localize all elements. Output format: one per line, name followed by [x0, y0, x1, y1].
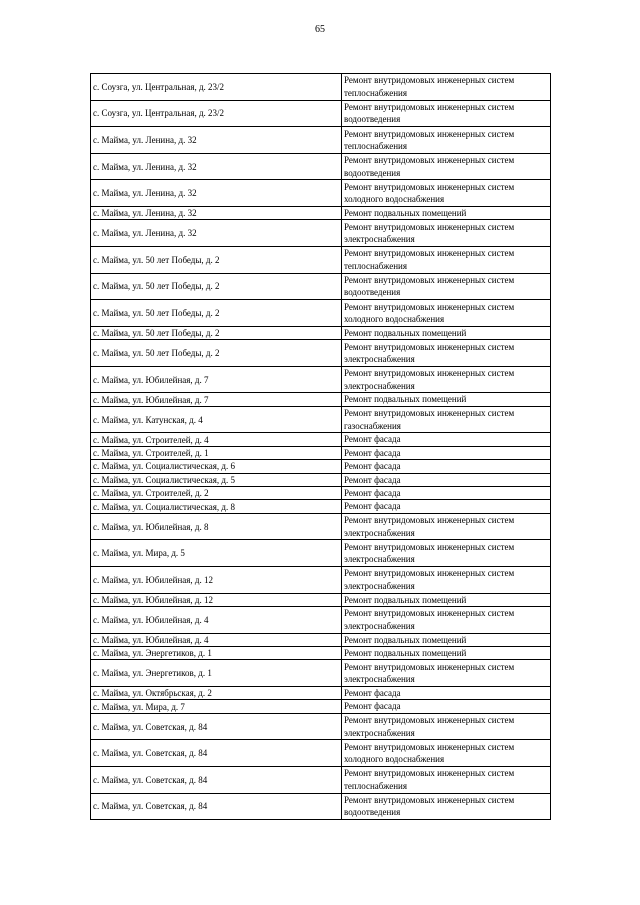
address-cell: с. Майма, ул. Строителей, д. 1: [91, 446, 342, 459]
table-row: [91, 366, 551, 393]
table-row: [91, 206, 551, 219]
table-row: [91, 246, 551, 273]
work-type-cell: Ремонт внутридомовых инженерных систем холодного водоснабжения: [342, 300, 551, 327]
work-type-cell: Ремонт фасада: [342, 686, 551, 699]
table-row: [91, 340, 551, 367]
table-row: [91, 486, 551, 499]
table-row: [91, 766, 551, 793]
address-cell: с. Майма, ул. 50 лет Победы, д. 2: [91, 326, 342, 339]
address-cell: с. Майма, ул. 50 лет Победы, д. 2: [91, 273, 342, 300]
table-row: [91, 593, 551, 606]
address-cell: с. Майма, ул. Юбилейная, д. 12: [91, 566, 342, 593]
address-cell: с. Майма, ул. Советская, д. 84: [91, 766, 342, 793]
repair-works-table: [90, 73, 551, 820]
address-cell: с. Майма, ул. Энергетиков, д. 1: [91, 660, 342, 687]
table-row: [91, 633, 551, 646]
work-type-cell: Ремонт внутридомовых инженерных систем теплоснабжения: [342, 127, 551, 154]
table-row: [91, 460, 551, 473]
work-type-cell: Ремонт внутридомовых инженерных систем теплоснабжения: [342, 766, 551, 793]
work-type-cell: Ремонт внутридомовых инженерных систем теплоснабжения: [342, 74, 551, 101]
table-row: [91, 606, 551, 633]
address-cell: с. Майма, ул. Мира, д. 5: [91, 540, 342, 567]
work-type-cell: Ремонт внутридомовых инженерных систем электроснабжения: [342, 366, 551, 393]
table-row: [91, 74, 551, 101]
table-row: [91, 406, 551, 433]
table-row: [91, 540, 551, 567]
address-cell: с. Майма, ул. Катунская, д. 4: [91, 406, 342, 433]
table-row: [91, 100, 551, 127]
address-cell: с. Соузга, ул. Центральная, д. 23/2: [91, 74, 342, 101]
work-type-cell: Ремонт фасада: [342, 460, 551, 473]
address-cell: с. Майма, ул. Мира, д. 7: [91, 700, 342, 713]
table-row: [91, 686, 551, 699]
address-cell: с. Майма, ул. 50 лет Победы, д. 2: [91, 300, 342, 327]
table-row: [91, 500, 551, 513]
work-type-cell: Ремонт внутридомовых инженерных систем электроснабжения: [342, 566, 551, 593]
table-row: [91, 326, 551, 339]
table-row: [91, 127, 551, 154]
address-cell: с. Майма, ул. Юбилейная, д. 8: [91, 513, 342, 540]
work-type-cell: Ремонт подвальных помещений: [342, 206, 551, 219]
address-cell: с. Майма, ул. Социалистическая, д. 8: [91, 500, 342, 513]
table-row: [91, 660, 551, 687]
address-cell: с. Майма, ул. Ленина, д. 32: [91, 220, 342, 247]
work-type-cell: Ремонт внутридомовых инженерных систем электроснабжения: [342, 513, 551, 540]
address-cell: с. Майма, ул. Энергетиков, д. 1: [91, 646, 342, 659]
address-cell: с. Майма, ул. Социалистическая, д. 6: [91, 460, 342, 473]
table-row: [91, 646, 551, 659]
address-cell: с. Майма, ул. Юбилейная, д. 4: [91, 606, 342, 633]
address-cell: с. Майма, ул. Октябрьская, д. 2: [91, 686, 342, 699]
work-type-cell: Ремонт внутридомовых инженерных систем водоотведения: [342, 153, 551, 180]
address-cell: с. Майма, ул. Строителей, д. 4: [91, 433, 342, 446]
page-number: 65: [315, 24, 325, 35]
work-type-cell: Ремонт фасада: [342, 433, 551, 446]
work-type-cell: Ремонт подвальных помещений: [342, 393, 551, 406]
work-type-cell: Ремонт фасада: [342, 473, 551, 486]
table-row: [91, 433, 551, 446]
work-type-cell: Ремонт фасада: [342, 700, 551, 713]
work-type-cell: Ремонт внутридомовых инженерных систем электроснабжения: [342, 606, 551, 633]
work-type-cell: Ремонт внутридомовых инженерных систем водоотведения: [342, 100, 551, 127]
table-row: [91, 180, 551, 207]
table-row: [91, 793, 551, 820]
work-type-cell: Ремонт внутридомовых инженерных систем теплоснабжения: [342, 246, 551, 273]
address-cell: с. Майма, ул. Строителей, д. 2: [91, 486, 342, 499]
work-type-cell: Ремонт внутридомовых инженерных систем водоотведения: [342, 793, 551, 820]
work-type-cell: Ремонт внутридомовых инженерных систем электроснабжения: [342, 220, 551, 247]
table-row: [91, 273, 551, 300]
table-row: [91, 473, 551, 486]
work-type-cell: Ремонт внутридомовых инженерных систем холодного водоснабжения: [342, 180, 551, 207]
work-type-cell: Ремонт внутридомовых инженерных систем электроснабжения: [342, 340, 551, 367]
table-row: [91, 713, 551, 740]
work-type-cell: Ремонт фасада: [342, 500, 551, 513]
address-cell: с. Майма, ул. Социалистическая, д. 5: [91, 473, 342, 486]
address-cell: с. Майма, ул. 50 лет Победы, д. 2: [91, 246, 342, 273]
table-row: [91, 566, 551, 593]
address-cell: с. Майма, ул. Юбилейная, д. 12: [91, 593, 342, 606]
address-cell: с. Майма, ул. Советская, д. 84: [91, 713, 342, 740]
address-cell: с. Майма, ул. Ленина, д. 32: [91, 206, 342, 219]
work-type-cell: Ремонт подвальных помещений: [342, 326, 551, 339]
address-cell: с. Майма, ул. Ленина, д. 32: [91, 180, 342, 207]
table-row: [91, 393, 551, 406]
work-type-cell: Ремонт внутридомовых инженерных систем электроснабжения: [342, 660, 551, 687]
work-type-cell: Ремонт внутридомовых инженерных систем электроснабжения: [342, 540, 551, 567]
work-type-cell: Ремонт фасада: [342, 446, 551, 459]
work-type-cell: Ремонт внутридомовых инженерных систем газоснабжения: [342, 406, 551, 433]
work-type-cell: Ремонт внутридомовых инженерных систем холодного водоснабжения: [342, 740, 551, 767]
address-cell: с. Майма, ул. 50 лет Победы, д. 2: [91, 340, 342, 367]
work-type-cell: Ремонт подвальных помещений: [342, 593, 551, 606]
address-cell: с. Майма, ул. Ленина, д. 32: [91, 127, 342, 154]
work-type-cell: Ремонт подвальных помещений: [342, 633, 551, 646]
work-type-cell: Ремонт фасада: [342, 486, 551, 499]
address-cell: с. Майма, ул. Юбилейная, д. 7: [91, 393, 342, 406]
work-type-cell: Ремонт подвальных помещений: [342, 646, 551, 659]
table-row: [91, 700, 551, 713]
table-row: [91, 220, 551, 247]
address-cell: с. Майма, ул. Юбилейная, д. 7: [91, 366, 342, 393]
table-row: [91, 513, 551, 540]
table-row: [91, 153, 551, 180]
address-cell: с. Майма, ул. Юбилейная, д. 4: [91, 633, 342, 646]
address-cell: с. Соузга, ул. Центральная, д. 23/2: [91, 100, 342, 127]
table-row: [91, 740, 551, 767]
work-type-cell: Ремонт внутридомовых инженерных систем электроснабжения: [342, 713, 551, 740]
address-cell: с. Майма, ул. Советская, д. 84: [91, 740, 342, 767]
address-cell: с. Майма, ул. Советская, д. 84: [91, 793, 342, 820]
work-type-cell: Ремонт внутридомовых инженерных систем водоотведения: [342, 273, 551, 300]
table-body: [91, 74, 551, 820]
table-row: [91, 446, 551, 459]
address-cell: с. Майма, ул. Ленина, д. 32: [91, 153, 342, 180]
table-row: [91, 300, 551, 327]
